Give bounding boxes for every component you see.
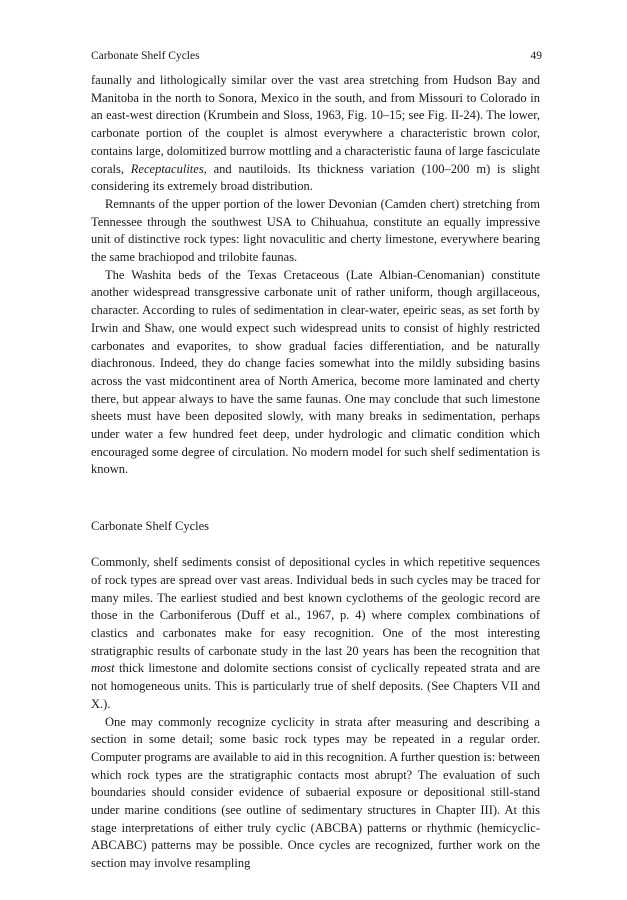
section-paragraph-2: One may commonly recognize cyclicity in strata after measuring and describing a section in some detail; some basic rock types may be repeated in a regular order. Computer programs are available to aid in this recognition. A further question is: between which rock types are the stratigraphic contacts most abrupt? The evaluation of such boundaries should consider evidence of subaerial exposure or depositional still-stand under marine conditions (see outline of sedimentary structures in Chapter III). At this stage interpretations of either truly cyclic (ABCBA) patterns or rhythmic (hemicyclic-ABCABC) patterns may be possible. Once cycles are recognized, further work on the section may involve resampling xyxy=(91,714,540,871)
body-text xyxy=(91,72,540,479)
italic-term: Receptaculites xyxy=(130,161,204,176)
paragraph-1: faunally and lithologically similar over the vast area stretching from Hudson Bay and Manitoba in the north to Sonora, Mexico in the south, and from Missouri to Colorado in an east-west direction (Krumbein and Sloss, 1963, Fig. 10–15; see Fig. II-24). The lower, carbonate portion of the couplet is almost everywhere a characteristic brown color, contains large, dolomitized burrow mottling and a characteristic fauna of large fasciculate corals, Receptaculites, and nautiloids. Its thickness variation (100–200 m) is slight considering its extremely broad distribution. xyxy=(91,73,540,194)
running-head xyxy=(91,49,540,64)
running-title: Carbonate Shelf Cycles xyxy=(91,50,200,62)
page-number: 49 xyxy=(530,50,542,62)
italic-term: most xyxy=(91,661,115,676)
paragraph-3: The Washita beds of the Texas Cretaceous (Late Albian-Cenomanian) constitute another widespread transgressive carbonate unit of rather uniform, though argillaceous, character. According to rules of sedimentation in clear-water, epeiric seas, as set forth by Irwin and Shaw, one would expect such widespread units to consist of highly restricted carbonates and evaporites, to show gradual facies differentiation, and be naturally diachronous. Indeed, they do change facies somewhat into the mildly subsiding basins across the vast midcontinent area of North America, become more laminated and cherty there, but appear always to have the same faunas. One may conclude that such limestone sheets must have been deposited slowly, with many breaks in sedimentation, perhaps under water a few hundred feet deep, under hydrologic and climatic condition which encouraged some degree of circulation. No modern model for such shelf sedimentation is known. xyxy=(91,267,540,477)
section-body xyxy=(91,554,540,873)
section-heading: Carbonate Shelf Cycles xyxy=(91,519,210,534)
book-page xyxy=(91,49,540,873)
section-paragraph-1: Commonly, shelf sediments consist of depositional cycles in which repetitive sequences of rock types are spread over vast areas. Individual beds in such cycles may be traced for many miles. The earliest studied and best known cyclothems of the geologic record are those in the Carboniferous (Duff et al., 1967, p. 4) where complex combinations of clastics and carbonates make for easy recognition. One of the most interesting stratigraphic results of carbonate study in the last 20 years has been the recognition that most thick limestone and dolomite sections consist of cyclically repeated strata and are not homogeneous units. This is particularly true of shelf deposits. (See Chapters VII and X.). xyxy=(91,555,540,711)
paragraph-2: Remnants of the upper portion of the lower Devonian (Camden chert) stretching from Tennessee through the southwest USA to Chihuahua, constitute an equally impressive unit of distinctive rock types: light novaculitic and cherty limestone, everywhere bearing the same brachiopod and trilobite faunas. xyxy=(91,196,540,265)
